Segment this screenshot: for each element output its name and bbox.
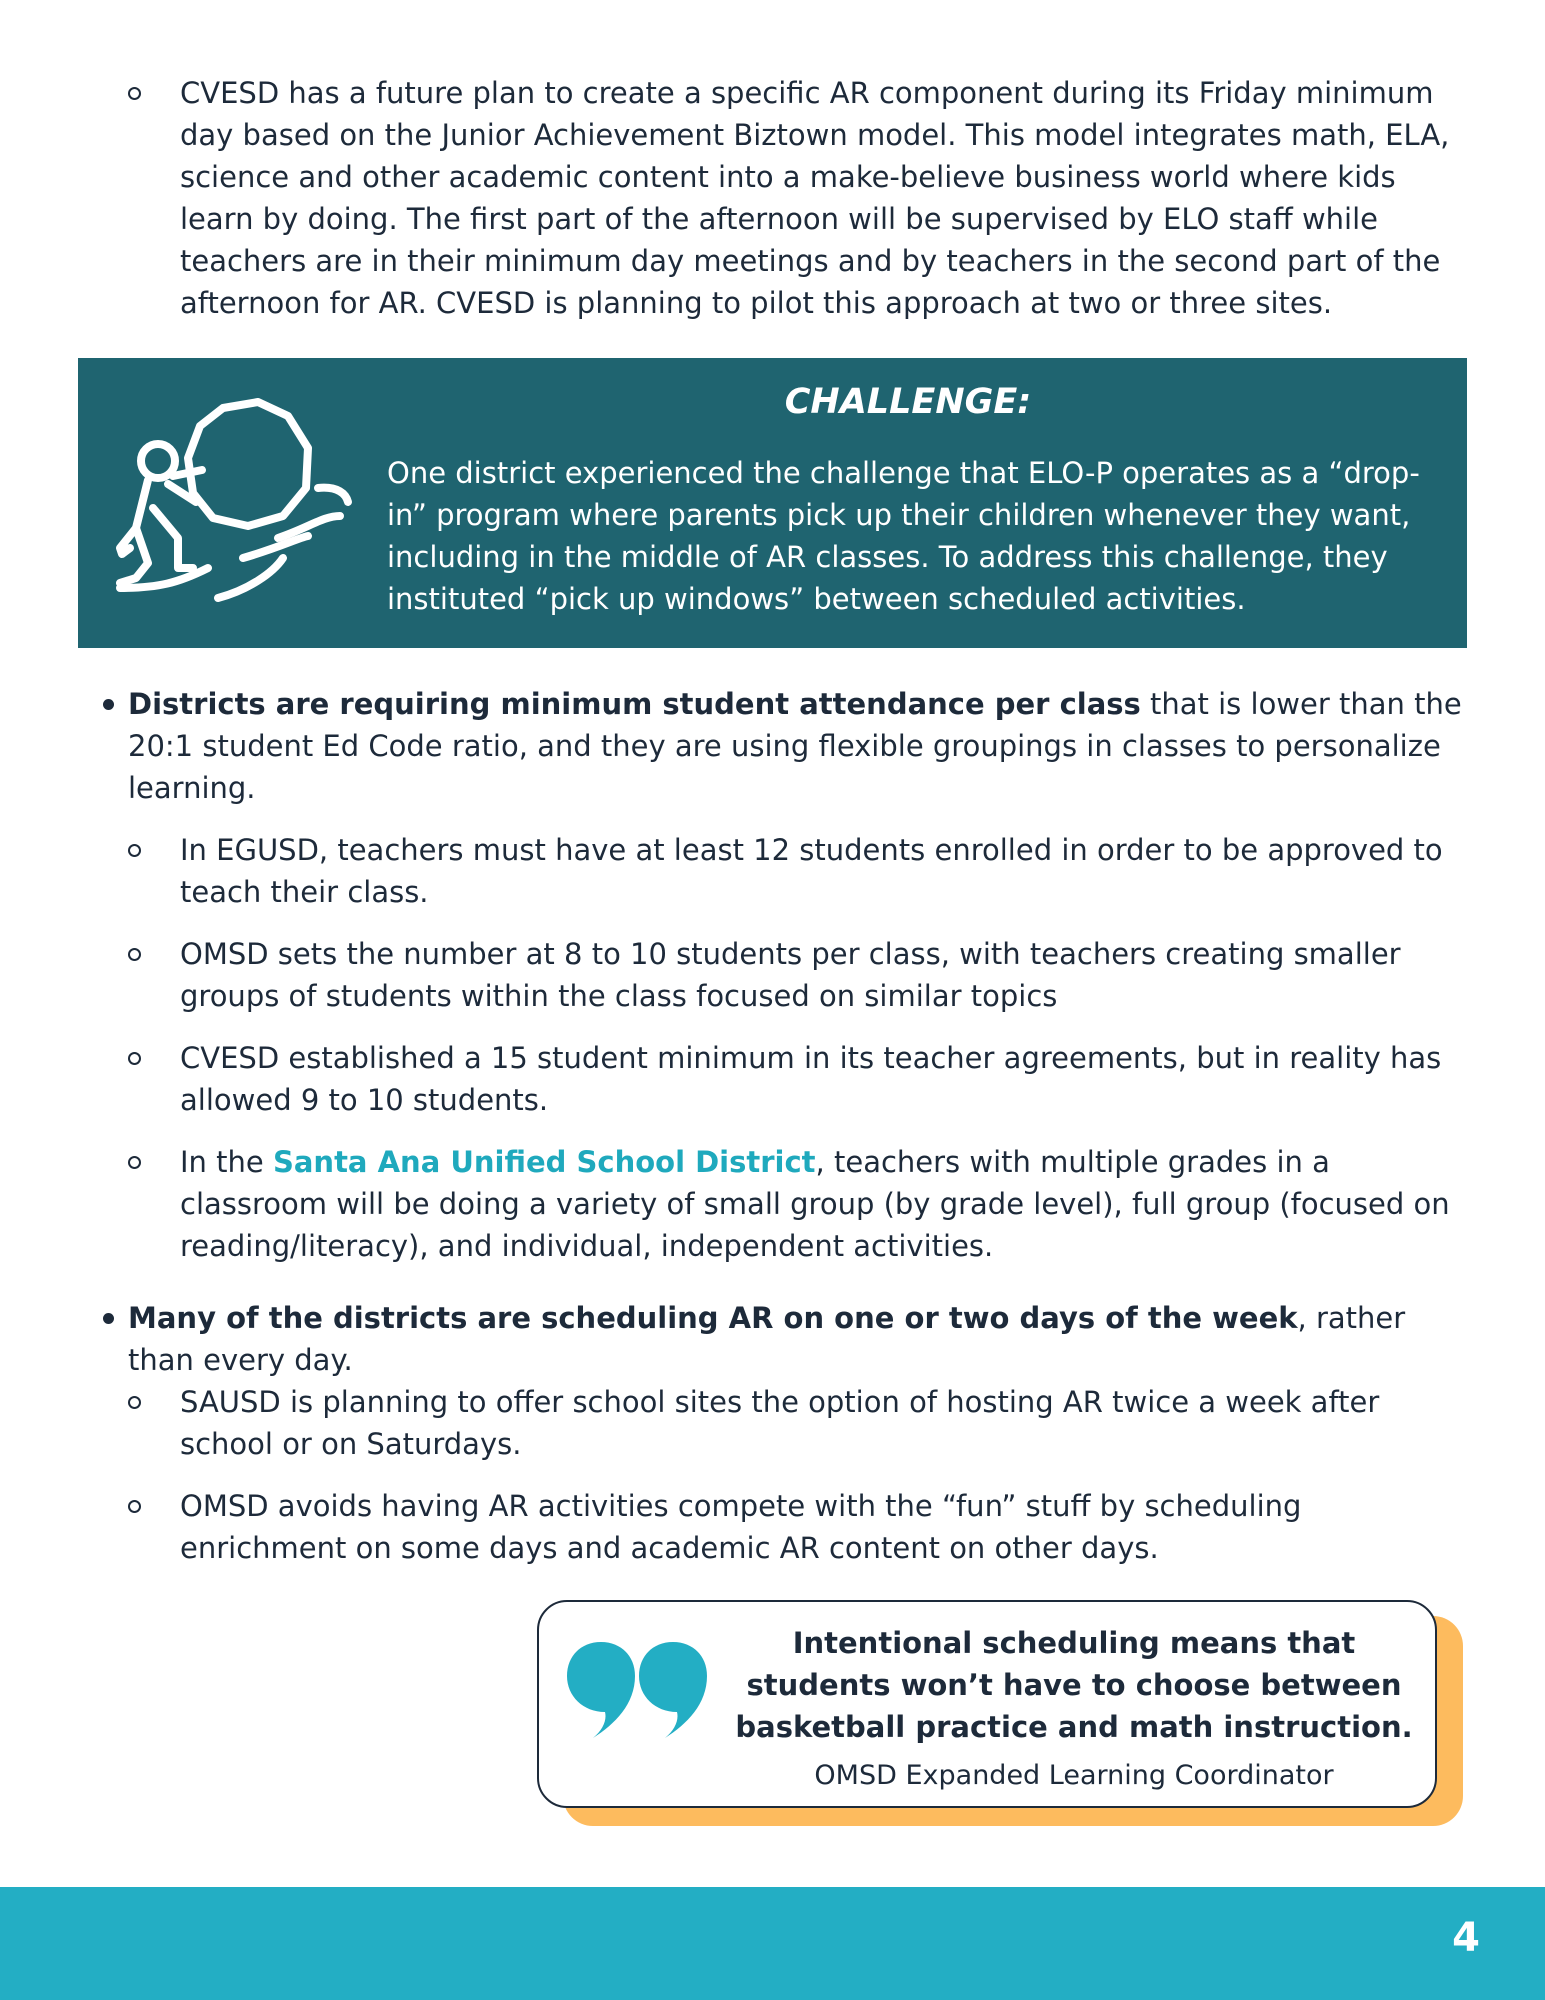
list-item-sausd: SAUSD is planning to offer school sites the option of hosting AR twice a week after school or on Saturdays.	[128, 1381, 1468, 1465]
santa-ana-link[interactable]: Santa Ana Unified School District	[272, 1145, 816, 1179]
challenge-heading: CHALLENGE:	[784, 382, 1032, 422]
quote-attribution: OMSD Expanded Learning Coordinator	[814, 1760, 1334, 1791]
quote-card	[537, 1600, 1437, 1812]
santa-ana-prefix: In the	[180, 1145, 273, 1179]
attendance-text: that is lower than the 20:1 student Ed Code ratio, and they are using flexible groupings in classes to personalize learning.	[128, 687, 1462, 805]
section-attendance	[76, 683, 1468, 1287]
list-item-cvesd-biztown: CVESD has a future plan to create a specific AR component during its Friday minimum day based on the Junior Achievement Biztown model. This model integrates math, ELA, science and other academic content into a make-believe business world where kids learn by doing. The first part of the afternoon will be supervised by ELO staff while teachers are in their minimum day meetings and by teachers in the second part of the afternoon for AR. CVESD is planning to pilot this approach at two or three sites.	[128, 72, 1468, 324]
quote-text: Intentional scheduling means that students won’t have to choose between basketball practice and math instruction.	[735, 1626, 1413, 1744]
list-item-omsd-fun: OMSD avoids having AR activities compete with the “fun” stuff by scheduling enrichment on some days and academic AR content on other days.	[128, 1485, 1468, 1569]
intro-list	[128, 72, 1468, 344]
scheduling-text: , rather than every day.	[128, 1301, 1406, 1377]
scheduling-bullet	[76, 1297, 1468, 1381]
person-pushing-boulder-icon	[108, 398, 358, 628]
quote-mark-icon	[567, 1642, 707, 1752]
list-item-egusd: In EGUSD, teachers must have at least 12 students enrolled in order to be approved to teach their class.	[128, 829, 1468, 913]
attendance-bullet	[76, 683, 1468, 809]
quote-card-body	[537, 1600, 1437, 1808]
scheduling-sub-list	[76, 1381, 1468, 1569]
page-number: 4	[1452, 1915, 1480, 1961]
list-item-santa-ana	[128, 1141, 1468, 1267]
scheduling-bold-text: Many of the districts are scheduling AR on one or two days of the week	[128, 1301, 1298, 1335]
attendance-sub-list	[76, 829, 1468, 1267]
challenge-callout	[78, 358, 1467, 648]
page-footer	[0, 1887, 1545, 2000]
attendance-bold-text: Districts are requiring minimum student attendance per class	[128, 687, 1141, 721]
section-scheduling	[76, 1297, 1468, 1589]
challenge-body: One district experienced the challenge that ELO-P operates as a “drop-in” program where parents pick up their children whenever they want, including in the middle of AR classes. To address this challenge, they instituted “pick up windows” between scheduled activities.	[387, 456, 1420, 616]
list-item-omsd: OMSD sets the number at 8 to 10 students per class, with teachers creating smaller groups of students within the class focused on similar topics	[128, 933, 1468, 1017]
santa-ana-suffix: , teachers with multiple grades in a classroom will be doing a variety of small group (by grade level), full group (focused on reading/literacy), and individual, independent activities.	[180, 1145, 1450, 1263]
list-item-cvesd: CVESD established a 15 student minimum in its teacher agreements, but in reality has allowed 9 to 10 students.	[128, 1037, 1468, 1121]
